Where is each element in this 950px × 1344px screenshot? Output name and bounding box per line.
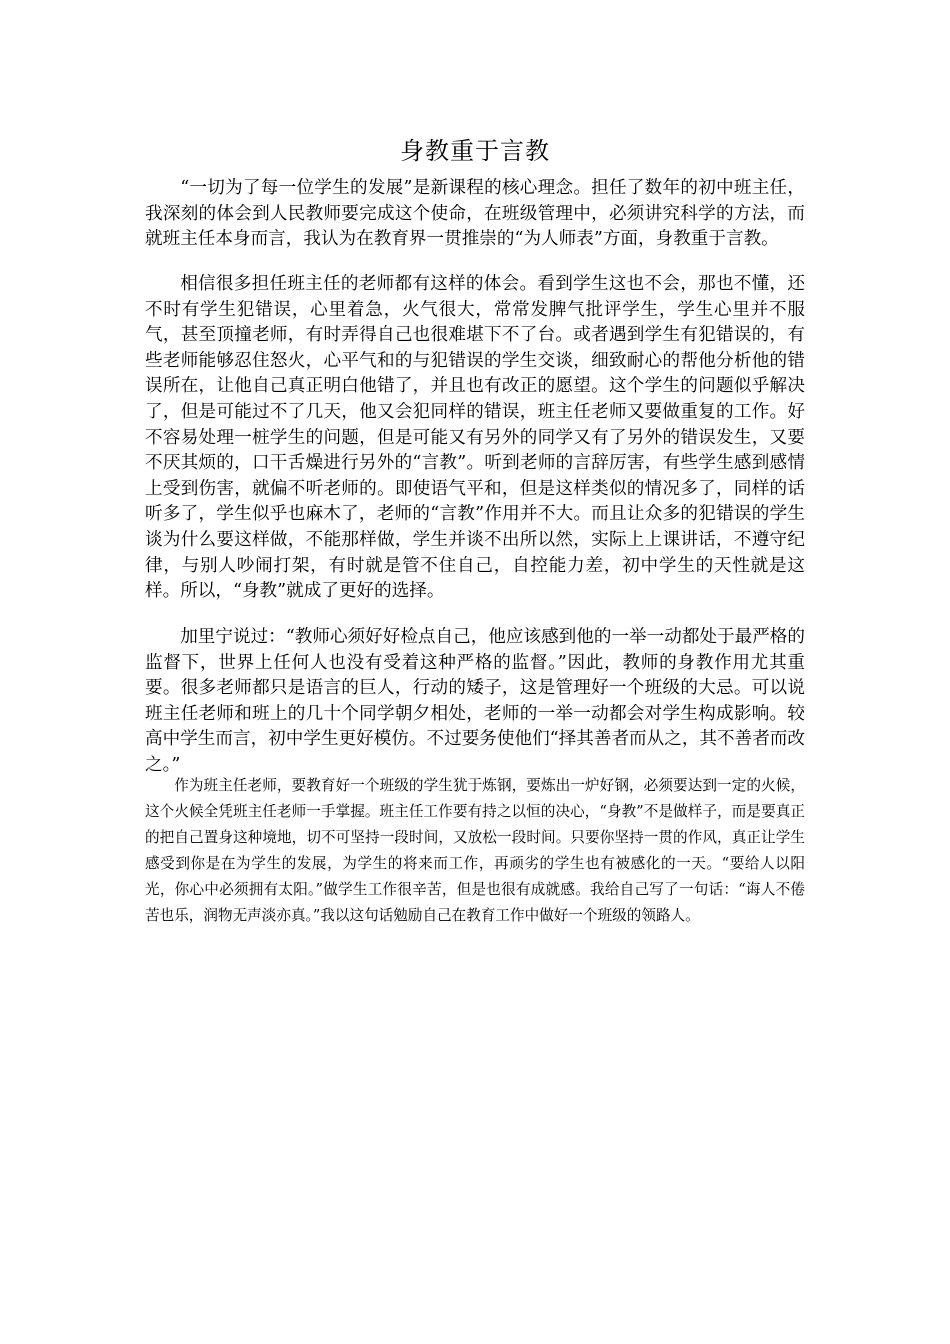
paragraph-1: “一切为了每一位学生的发展”是新课程的核心理念。担任了数年的初中班主任，我深刻的体会到人民教师要完成这个使命，在班级管理中，必须讲究科学的方法，而就班主任本身而言，我认为在教育界一贯推崇的“为人师表”方面，身教重于言教。 — [145, 178, 805, 250]
paragraph-3: 加里宁说过：“教师心须好好检点自己，他应该感到他的一举一动都处于最严格的监督下，世界上任何人也没有受着这种严格的监督。”因此，教师的身教作用尤其重要。很多老师都只是语言的巨人，行动的矮子，这是管理好一个班级的大忌。可以说班主任老师和班上的几十个同学朝夕相处，老师的一举一动都会对学生构成影响。较高中学生而言，初中学生更好模仿。不过要务使他们“择其善者而从之，其不善者而改之。” — [145, 627, 805, 775]
paragraph-4: 作为班主任老师，要教育好一个班级的学生犹于炼钢，要炼出一炉好钢，必须要达到一定的火候，这个火候全凭班主任老师一手掌握。班主任工作要有持之以恒的决心，“身教”不是做样子，而是要真正的把自己置身这种境地，切不可坚持一段时间，又放松一段时间。只要你坚持一贯的作风，真正让学生感受到你是在为学生的发展，为学生的将来而工作，再顽劣的学生也有被感化的一天。“要给人以阳光，你心中必须拥有太阳。”做学生工作很辛苦，但是也很有成就感。我给自己写了一句话：“诲人不倦苦也乐，润物无声淡亦真。”我以这句话勉励自己在教育工作中做好一个班级的领路人。 — [145, 777, 805, 924]
paragraph-2: 相信很多担任班主任的老师都有这样的体会。看到学生这也不会，那也不懂，还不时有学生犯错误，心里着急，火气很大，常常发脾气批评学生，学生心里并不服气，甚至顶撞老师，有时弄得自己也很难堪下不了台。或者遇到学生有犯错误的，有些老师能够忍住怒火，心平气和的与犯错误的学生交谈，细致耐心的帮他分析他的错误所在，让他自己真正明白他错了，并且也有改正的愿望。这个学生的问题似乎解决了，但是可能过不了几天，他又会犯同样的错误，班主任老师又要做重复的工作。好不容易处理一桩学生的问题，但是可能又有另外的同学又有了另外的错误发生，又要不厌其烦的，口干舌燥进行另外的“言教”。听到老师的言辞厉害，有些学生感到感情上受到伤害，就偏不听老师的。即使语气平和，但是这样类似的情况多了，同样的话听多了，学生似乎也麻木了，老师的“言教”作用并不大。而且让众多的犯错误的学生谈为什么要这样做，不能那样做，学生并谈不出所以然，实际上上课讲话，不遵守纪律，与别人吵闹打架，有时就是管不住自己，自控能力差，初中学生的天性就是这样。所以，“身教”就成了更好的选择。 — [145, 274, 805, 602]
document-title: 身教重于言教 — [400, 137, 550, 165]
